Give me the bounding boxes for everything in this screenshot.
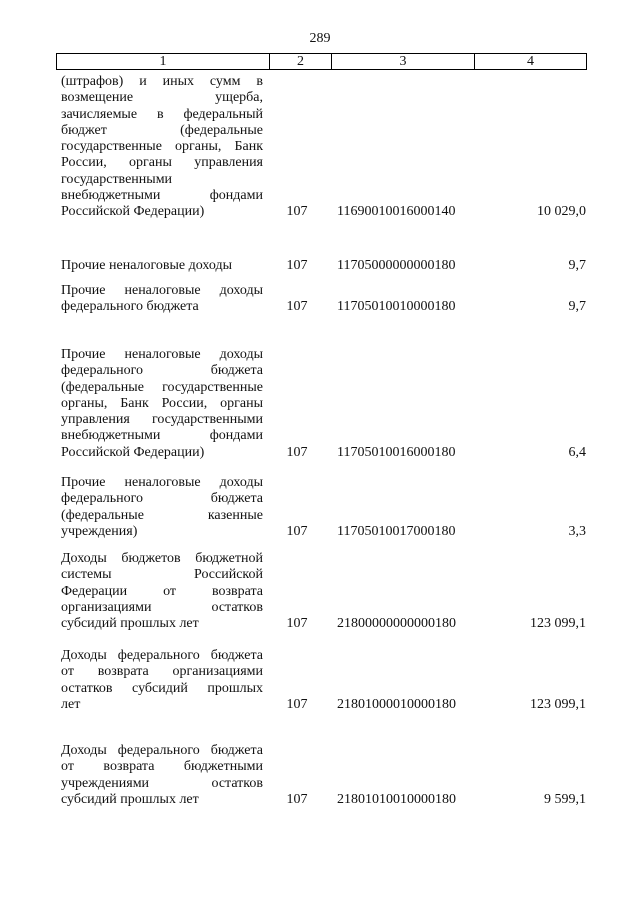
budget-classification-code: 11705000000000180: [337, 258, 456, 273]
description-line: субсидий прошлых лет: [61, 616, 199, 632]
amount-value: 10 029,0: [537, 204, 586, 220]
amount-value: 123 099,1: [530, 616, 586, 632]
budget-classification-code: 11705010010000180: [337, 299, 456, 315]
description-line: органы, Банк России, органы: [61, 395, 263, 411]
admin-code: 107: [286, 696, 308, 712]
admin-code: 107: [286, 204, 308, 220]
description-line: Прочие неналоговые доходы: [61, 258, 233, 273]
budget-classification-code: 21801010010000180: [337, 791, 456, 807]
description-line: остатков субсидий прошлых: [61, 680, 263, 696]
page-number: 289: [309, 31, 331, 46]
description-line: Доходы бюджетов бюджетной: [61, 551, 263, 566]
admin-code: 107: [286, 791, 308, 807]
row-description: [61, 743, 263, 808]
description-line: государственными: [61, 171, 173, 187]
amount-value: 3,3: [568, 523, 586, 539]
description-line: (штрафов) и иных сумм в: [61, 74, 263, 89]
header-col-1: 1: [159, 54, 167, 69]
admin-code: 107: [286, 523, 308, 539]
header-col-4: 4: [474, 54, 586, 69]
row-description: [61, 283, 263, 316]
row-description: [61, 551, 263, 632]
admin-code: 107: [286, 616, 308, 632]
header-col-3: 3: [331, 54, 474, 69]
description-line: лет: [61, 696, 81, 712]
description-line: учреждения): [61, 523, 138, 539]
amount-value: 123 099,1: [530, 696, 586, 712]
description-line: федерального бюджета: [61, 363, 263, 379]
description-line: управления государственными: [61, 412, 263, 428]
row-description: [61, 258, 263, 274]
description-line: от возврата организациями: [61, 664, 263, 680]
description-line: субсидий прошлых лет: [61, 791, 199, 807]
budget-classification-code: 21801000010000180: [337, 696, 456, 712]
description-line: федерального бюджета: [61, 491, 263, 507]
admin-code: 107: [286, 258, 308, 273]
budget-classification-code: 11690010016000140: [337, 204, 456, 220]
description-line: Доходы федерального бюджета: [61, 743, 263, 758]
description-line: Прочие неналоговые доходы: [61, 283, 263, 298]
row-description: [61, 475, 263, 540]
amount-value: 6,4: [568, 444, 586, 460]
amount-value: 9 599,1: [544, 791, 586, 807]
description-line: учреждениями остатков: [61, 775, 263, 791]
description-line: внебюджетными фондами: [61, 188, 263, 204]
description-line: федерального бюджета: [61, 299, 199, 315]
row-description: [61, 648, 263, 713]
description-line: России, органы управления: [61, 155, 263, 171]
row-description: [61, 347, 263, 461]
description-line: зачисляемые в федеральный: [61, 106, 263, 122]
description-line: (федеральные казенные: [61, 507, 263, 523]
table-header: [56, 53, 587, 70]
budget-classification-code: 11705010016000180: [337, 444, 456, 460]
description-line: Прочие неналоговые доходы: [61, 475, 263, 490]
description-line: организациями остатков: [61, 599, 263, 615]
description-line: бюджет (федеральные: [61, 122, 263, 138]
amount-value: 9,7: [568, 299, 586, 315]
description-line: внебюджетными фондами: [61, 428, 263, 444]
description-line: возмещение ущерба,: [61, 90, 263, 106]
row-description: [61, 74, 263, 221]
admin-code: 107: [286, 444, 308, 460]
header-col-2: 2: [269, 54, 331, 69]
amount-value: 9,7: [568, 258, 586, 273]
admin-code: 107: [286, 299, 308, 315]
description-line: Российской Федерации): [61, 444, 205, 460]
description-line: от возврата бюджетными: [61, 759, 263, 775]
description-line: (федеральные государственные: [61, 379, 263, 395]
description-line: Российской Федерации): [61, 204, 205, 220]
description-line: Доходы федерального бюджета: [61, 648, 263, 663]
description-line: системы Российской: [61, 567, 263, 583]
budget-classification-code: 21800000000000180: [337, 616, 456, 632]
budget-classification-code: 11705010017000180: [337, 523, 456, 539]
description-line: Федерации от возврата: [61, 583, 263, 599]
description-line: Прочие неналоговые доходы: [61, 347, 263, 362]
description-line: государственные органы, Банк: [61, 139, 263, 155]
